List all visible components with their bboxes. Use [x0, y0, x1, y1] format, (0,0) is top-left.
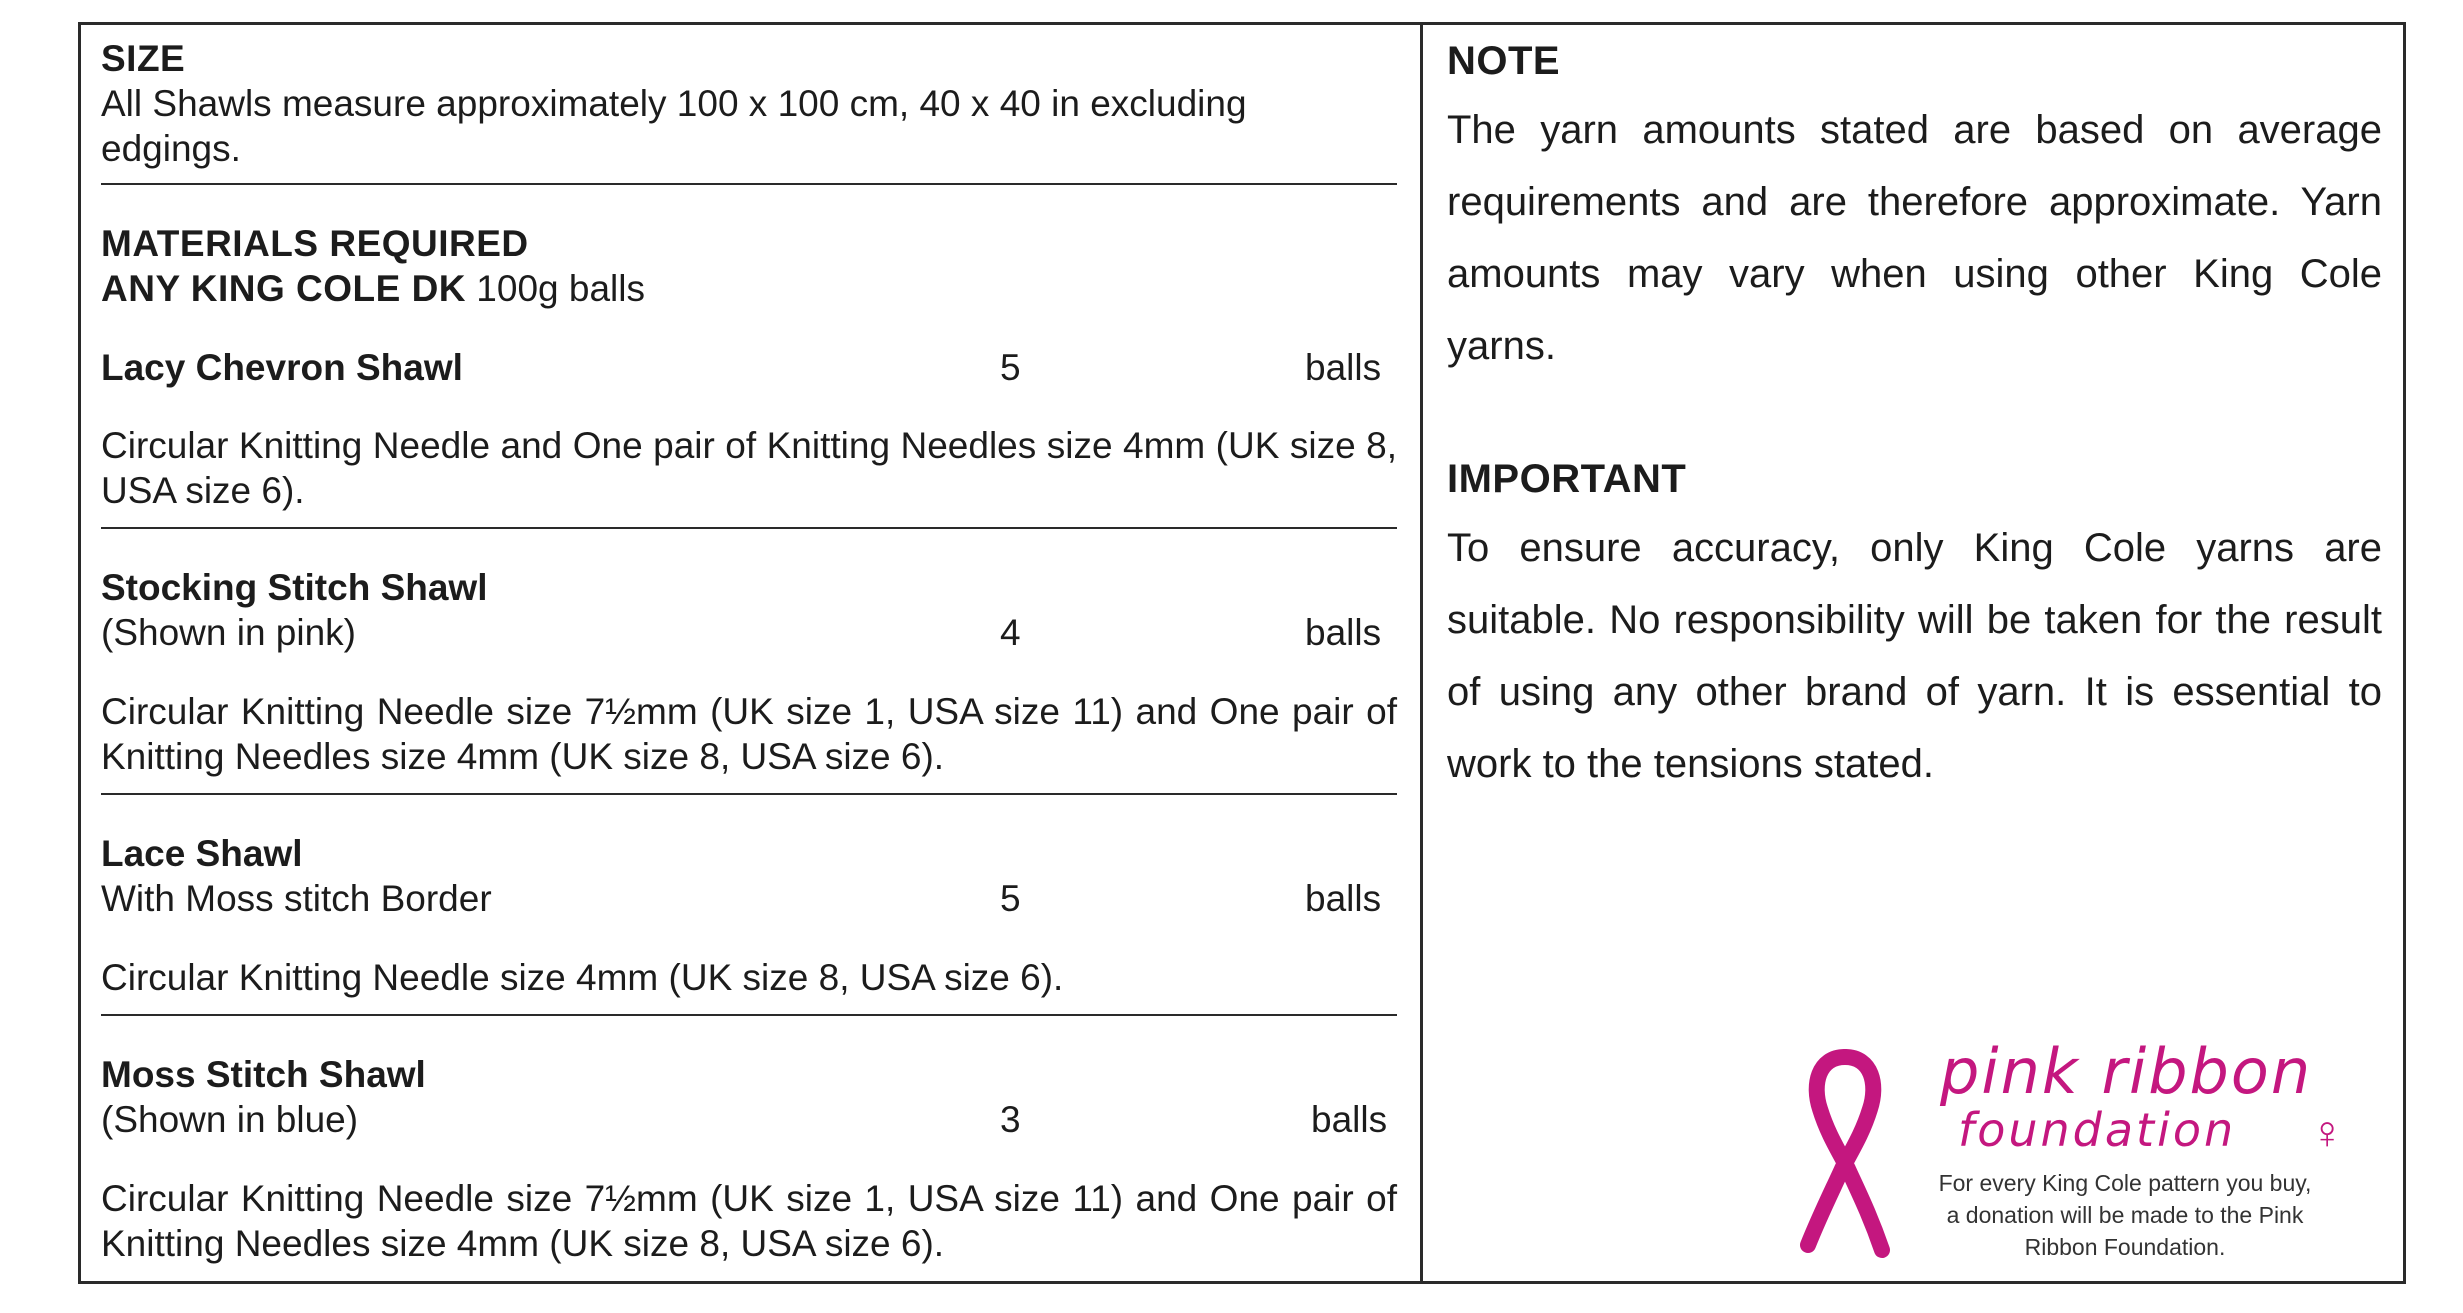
shawl-unit: balls — [1305, 347, 1382, 388]
shawl-unit: balls — [1311, 1099, 1388, 1140]
note-heading: NOTE — [1447, 39, 1561, 83]
shawl-subtitle: With Moss stitch Border — [101, 878, 492, 919]
shawl-subtitle: (Shown in blue) — [101, 1099, 359, 1140]
materials-heading: MATERIALS REQUIRED — [101, 223, 529, 264]
shawl-qty: 5 — [1000, 347, 1021, 388]
right-column — [1447, 36, 2382, 800]
note-text: The yarn amounts stated are based on average requirements and are therefore approximate. Yarn amounts may vary when using other King Cole yarns. — [1447, 108, 2382, 368]
shawl-subtitle-row — [101, 610, 1397, 655]
materials-section — [101, 221, 1397, 311]
shawl-lace — [101, 831, 1397, 1000]
shawl-title-row — [101, 345, 1397, 390]
size-text: All Shawls measure approximately 100 x 100 cm, 40 x 40 in excluding edgings. — [101, 83, 1247, 169]
shawl-qty: 3 — [1000, 1099, 1021, 1140]
yarn-name: ANY KING COLE DK — [101, 268, 467, 309]
size-heading: SIZE — [101, 38, 186, 79]
logo-caption: For every King Cole pattern you buy, a donation will be made to the Pink Ribbon Foundation. — [1938, 1170, 2312, 1260]
pink-ribbon-icon — [1790, 1045, 1900, 1265]
important-text: To ensure accuracy, only King Cole yarns are suitable. No responsibility will be taken for the result of using any other brand of yarn. It is essential to work to the tensions stated. — [1447, 526, 2382, 786]
shawl-needles: Circular Knitting Needle and One pair of Knitting Needles size 4mm (UK size 8, USA size 6). — [101, 425, 1397, 511]
shawl-title-row — [101, 1052, 1397, 1097]
shawl-needles: Circular Knitting Needle size 7½mm (UK size 1, USA size 11) and One pair of Knitting Needles size 4mm (UK size 8, USA size 6). — [101, 1178, 1397, 1264]
note-section — [1447, 36, 2382, 382]
shawl-name: Moss Stitch Shawl — [101, 1054, 426, 1095]
left-column — [101, 36, 1397, 1266]
shawl-moss-stitch — [101, 1052, 1397, 1266]
shawl-needles: Circular Knitting Needle size 7½mm (UK size 1, USA size 11) and One pair of Knitting Needles size 4mm (UK size 8, USA size 6). — [101, 691, 1397, 777]
shawl-name: Stocking Stitch Shawl — [101, 567, 488, 608]
shawl-title-row — [101, 565, 1397, 610]
shawl-needles: Circular Knitting Needle size 4mm (UK size 8, USA size 6). — [101, 957, 1064, 998]
shawl-subtitle-row — [101, 876, 1397, 921]
shawl-title-row — [101, 831, 1397, 876]
pink-ribbon-logo — [1790, 1035, 2390, 1265]
size-section — [101, 36, 1397, 171]
logo-subtitle: foundation — [1958, 1103, 2237, 1157]
shawl-lacy-chevron — [101, 345, 1397, 513]
important-heading: IMPORTANT — [1447, 457, 1687, 501]
venus-symbol-icon: ♀ — [2310, 1106, 2345, 1158]
shawl-subtitle-row — [101, 1097, 1397, 1142]
shawl-qty: 5 — [1000, 878, 1021, 919]
yarn-line — [101, 266, 1397, 311]
shawl-qty: 4 — [1000, 612, 1021, 653]
important-section — [1447, 454, 2382, 800]
shawl-name: Lacy Chevron Shawl — [101, 347, 463, 388]
column-divider — [1420, 22, 1423, 1284]
logo-name: pink ribbon — [1940, 1035, 2313, 1108]
yarn-weight: 100g balls — [466, 268, 645, 309]
shawl-unit: balls — [1305, 612, 1382, 653]
shawl-unit: balls — [1305, 878, 1382, 919]
shawl-name: Lace Shawl — [101, 833, 303, 874]
shawl-stocking-stitch — [101, 565, 1397, 779]
shawl-subtitle: (Shown in pink) — [101, 612, 357, 653]
